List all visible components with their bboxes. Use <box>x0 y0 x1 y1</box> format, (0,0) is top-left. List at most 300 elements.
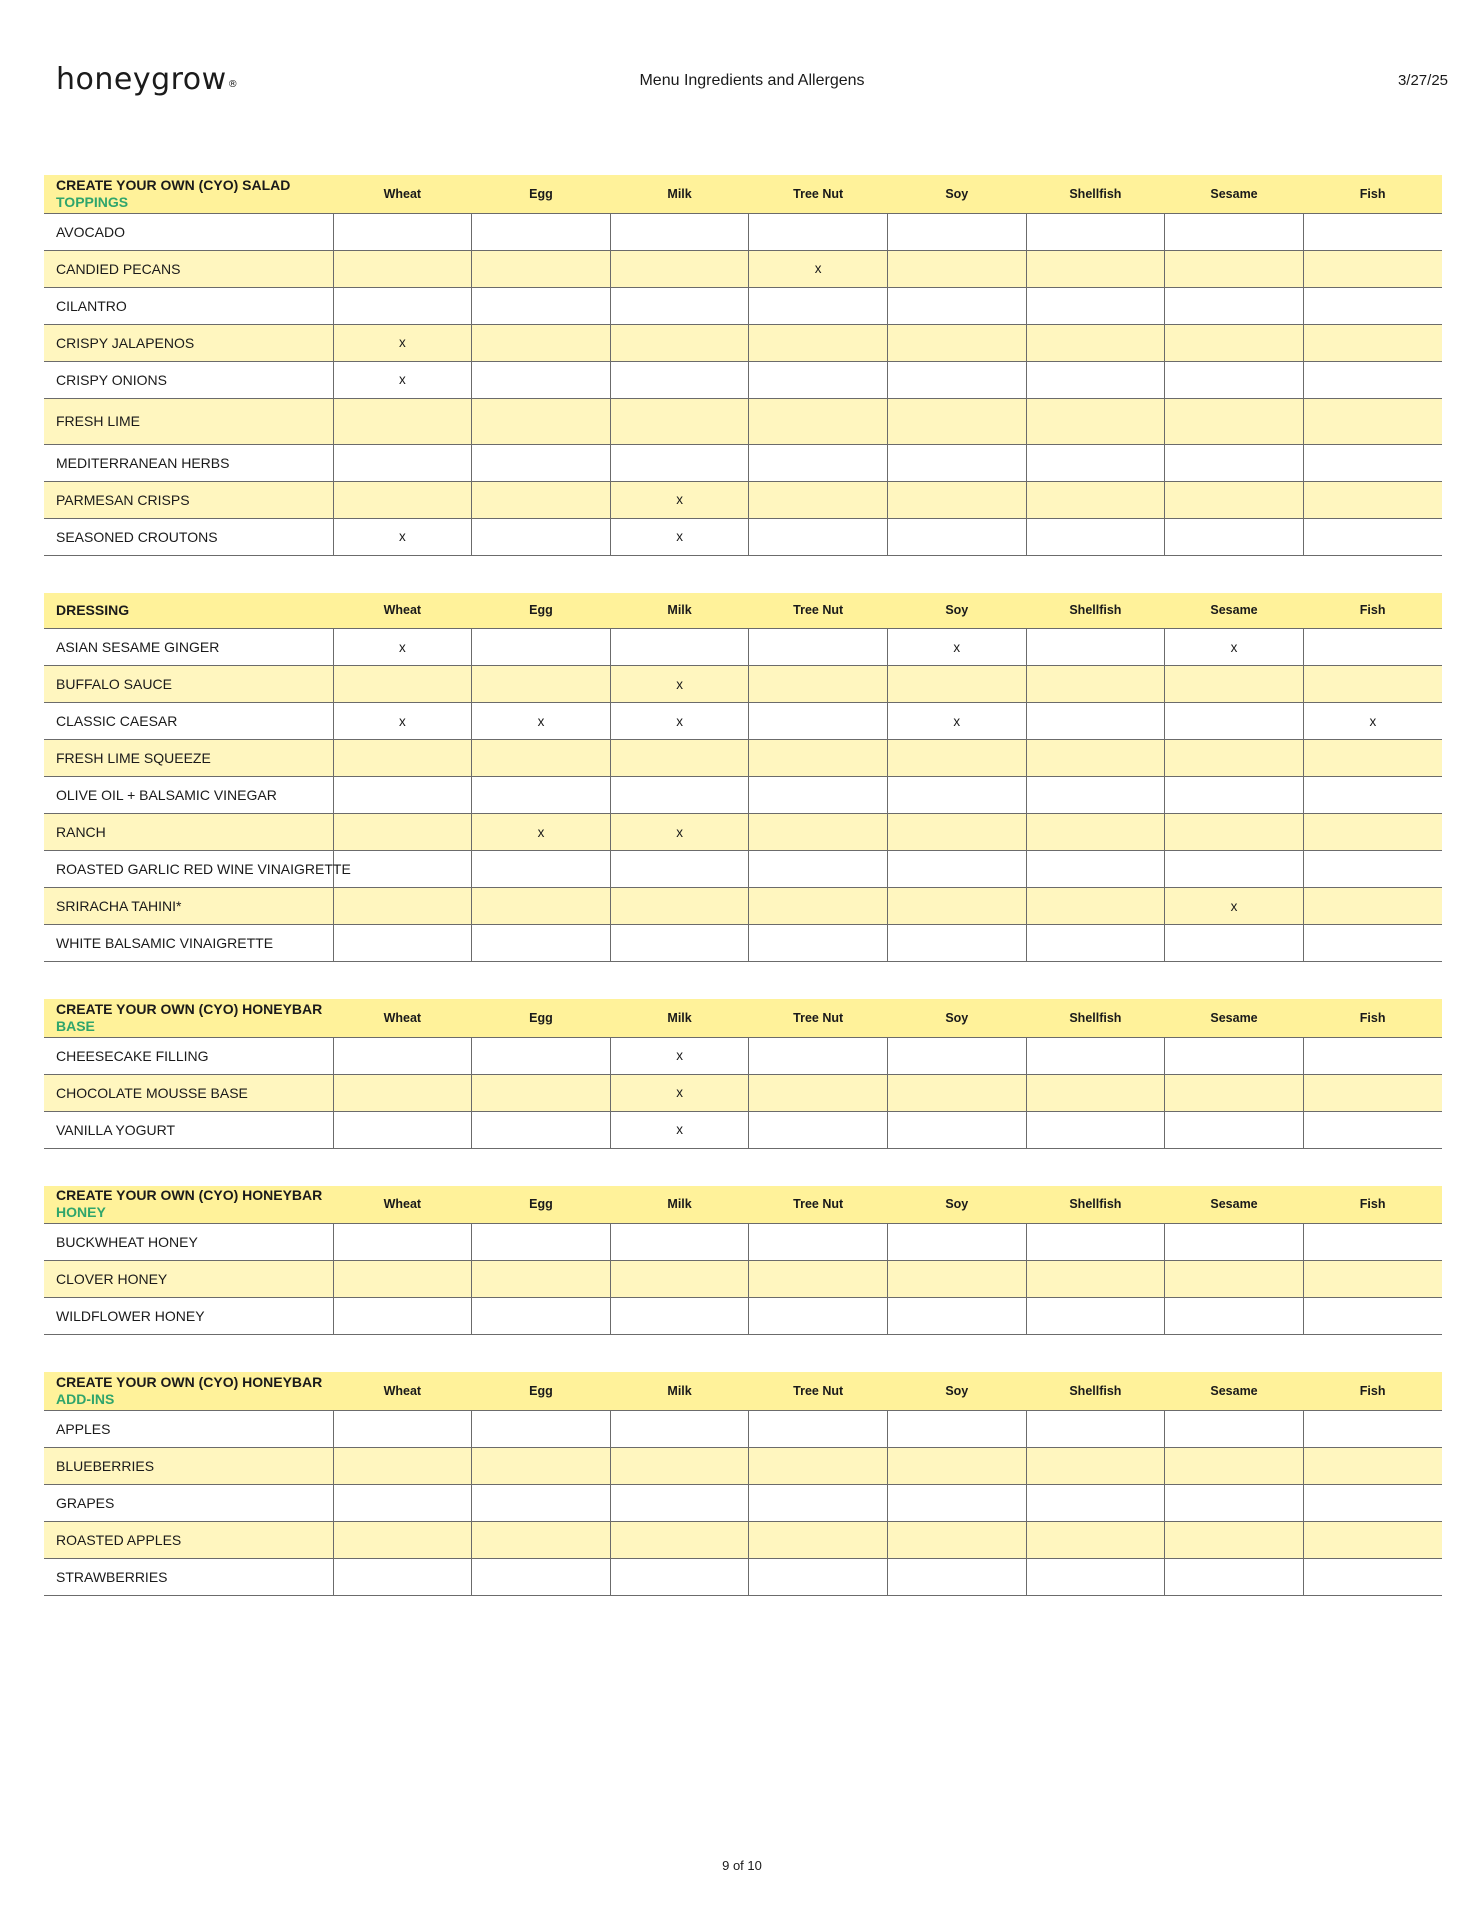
allergen-tables <box>44 175 1442 1633</box>
allergen-column-header: Milk <box>667 1197 692 1212</box>
allergen-cell <box>333 213 472 250</box>
allergen-cell <box>1165 1410 1304 1447</box>
allergen-column-header: Sesame <box>1210 1197 1258 1212</box>
allergen-cell <box>1026 1558 1165 1595</box>
allergen-cell <box>1165 398 1304 444</box>
allergen-column-header: Milk <box>667 186 692 201</box>
allergen-cell <box>333 851 472 888</box>
allergen-cell <box>749 1074 888 1111</box>
allergen-mark: x <box>398 529 406 544</box>
menu-item-name: FRESH LIME <box>44 398 333 444</box>
allergen-cell <box>333 1298 472 1335</box>
allergen-column-header: Soy <box>945 1197 969 1212</box>
allergen-cell <box>333 666 472 703</box>
allergen-column-header: Sesame <box>1210 1383 1258 1398</box>
table-row <box>44 1224 1442 1261</box>
allergen-cell <box>1165 361 1304 398</box>
allergen-mark: x <box>676 1048 683 1063</box>
allergen-table <box>44 593 1442 963</box>
menu-item-name: WHITE BALSAMIC VINAIGRETTE <box>44 925 333 962</box>
allergen-cell <box>1303 213 1442 250</box>
table-row <box>44 1261 1442 1298</box>
allergen-cell <box>610 1261 749 1298</box>
allergen-cell <box>1165 481 1304 518</box>
allergen-mark: x <box>676 824 683 840</box>
allergen-cell <box>1026 481 1165 518</box>
menu-item-name: OLIVE OIL + BALSAMIC VINEGAR <box>44 777 333 814</box>
allergen-cell <box>472 518 611 555</box>
allergen-table <box>44 175 1442 556</box>
allergen-column-header: Sesame <box>1210 186 1258 201</box>
allergen-cell <box>1165 1074 1304 1111</box>
menu-item-name: BUCKWHEAT HONEY <box>44 1224 333 1261</box>
allergen-cell <box>749 361 888 398</box>
allergen-cell <box>1165 1447 1304 1484</box>
menu-item-name: MEDITERRANEAN HERBS <box>44 444 333 481</box>
menu-item-name: SEASONED CROUTONS <box>44 518 333 555</box>
allergen-cell <box>1165 1261 1304 1298</box>
table-row <box>44 925 1442 962</box>
allergen-column-header: Fish <box>1359 1197 1386 1212</box>
allergen-cell <box>1165 1558 1304 1595</box>
allergen-cell <box>887 703 1026 740</box>
menu-item-name: WILDFLOWER HONEY <box>44 1298 333 1335</box>
allergen-cell <box>749 703 888 740</box>
allergen-cell <box>1303 1111 1442 1148</box>
allergen-mark: x <box>398 335 406 350</box>
allergen-cell <box>1303 1224 1442 1261</box>
allergen-cell <box>1026 777 1165 814</box>
table-row <box>44 1410 1442 1447</box>
allergen-cell <box>749 287 888 324</box>
allergen-cell <box>1026 666 1165 703</box>
allergen-cell <box>749 213 888 250</box>
menu-item-name: ROASTED GARLIC RED WINE VINAIGRETTE <box>44 851 333 888</box>
allergen-cell <box>887 629 1026 666</box>
allergen-mark: x <box>676 713 683 729</box>
allergen-cell <box>333 1447 472 1484</box>
allergen-cell <box>472 398 611 444</box>
allergen-cell <box>1026 703 1165 740</box>
allergen-cell <box>1303 1037 1442 1074</box>
allergen-cell <box>333 814 472 851</box>
allergen-cell <box>333 361 472 398</box>
menu-item-name: PARMESAN CRISPS <box>44 481 333 518</box>
allergen-cell <box>472 444 611 481</box>
allergen-cell <box>1303 1410 1442 1447</box>
allergen-cell <box>1026 1298 1165 1335</box>
allergen-cell <box>333 1074 472 1111</box>
allergen-cell <box>1303 1558 1442 1595</box>
honeygrow-logo: honeygrow® <box>56 62 239 97</box>
allergen-cell <box>1165 703 1304 740</box>
allergen-cell <box>749 1447 888 1484</box>
allergen-cell <box>1303 777 1442 814</box>
allergen-cell <box>887 777 1026 814</box>
section-title: DRESSING <box>56 601 130 618</box>
menu-item-name: GRAPES <box>44 1484 333 1521</box>
allergen-cell <box>1303 398 1442 444</box>
allergen-cell <box>1165 1484 1304 1521</box>
allergen-cell <box>333 518 472 555</box>
allergen-cell <box>1303 666 1442 703</box>
allergen-cell <box>1165 213 1304 250</box>
allergen-cell <box>472 1484 611 1521</box>
allergen-cell <box>749 925 888 962</box>
table-row <box>44 703 1442 740</box>
allergen-cell <box>610 1037 749 1074</box>
allergen-table <box>44 1372 1442 1596</box>
allergen-column-header: Tree Nut <box>793 1010 844 1025</box>
table-row <box>44 213 1442 250</box>
allergen-cell <box>610 1558 749 1595</box>
table-row <box>44 777 1442 814</box>
menu-item-name: VANILLA YOGURT <box>44 1111 333 1148</box>
allergen-cell <box>887 666 1026 703</box>
allergen-column-header: Milk <box>667 1383 692 1398</box>
allergen-cell <box>749 1484 888 1521</box>
allergen-cell <box>1303 1074 1442 1111</box>
allergen-cell <box>1165 1111 1304 1148</box>
allergen-cell <box>887 250 1026 287</box>
allergen-column-header: Shellfish <box>1069 186 1122 201</box>
table-row <box>44 444 1442 481</box>
table-row <box>44 629 1442 666</box>
allergen-cell <box>472 629 611 666</box>
allergen-cell <box>610 1484 749 1521</box>
allergen-cell <box>472 1111 611 1148</box>
allergen-cell <box>1026 1484 1165 1521</box>
allergen-cell <box>1026 1447 1165 1484</box>
menu-item-name: STRAWBERRIES <box>44 1558 333 1595</box>
allergen-cell <box>1303 1298 1442 1335</box>
allergen-cell <box>887 740 1026 777</box>
allergen-column-header: Milk <box>667 603 692 618</box>
table-row <box>44 1521 1442 1558</box>
allergen-cell <box>1026 1111 1165 1148</box>
allergen-cell <box>1303 925 1442 962</box>
allergen-cell <box>1165 666 1304 703</box>
table-row <box>44 1111 1442 1148</box>
allergen-cell <box>887 1111 1026 1148</box>
menu-item-name: CANDIED PECANS <box>44 250 333 287</box>
allergen-cell <box>333 1037 472 1074</box>
allergen-cell <box>1165 629 1304 666</box>
allergen-cell <box>610 250 749 287</box>
allergen-cell <box>610 213 749 250</box>
allergen-cell <box>749 481 888 518</box>
allergen-cell <box>749 851 888 888</box>
allergen-cell <box>887 1037 1026 1074</box>
allergen-cell <box>610 324 749 361</box>
menu-item-name: CLASSIC CAESAR <box>44 703 333 740</box>
allergen-mark: x <box>676 676 683 692</box>
allergen-mark: x <box>537 824 545 840</box>
table-row <box>44 518 1442 555</box>
allergen-cell <box>472 1447 611 1484</box>
allergen-cell <box>472 814 611 851</box>
section-subtitle: HONEY <box>56 1204 106 1221</box>
allergen-cell <box>1026 361 1165 398</box>
allergen-cell <box>472 703 611 740</box>
allergen-cell <box>333 1484 472 1521</box>
allergen-mark: x <box>953 713 961 729</box>
allergen-mark: x <box>814 261 822 276</box>
allergen-column-header: Tree Nut <box>793 186 844 201</box>
allergen-column-header: Shellfish <box>1069 603 1122 618</box>
allergen-cell <box>887 1224 1026 1261</box>
allergen-cell <box>1026 213 1165 250</box>
allergen-cell <box>887 287 1026 324</box>
menu-item-name: SRIRACHA TAHINI* <box>44 888 333 925</box>
allergen-cell <box>1303 287 1442 324</box>
allergen-mark: x <box>537 713 545 729</box>
allergen-column-header: Fish <box>1359 603 1386 618</box>
allergen-column-header: Fish <box>1359 1010 1386 1025</box>
allergen-cell <box>749 1410 888 1447</box>
allergen-cell <box>1026 250 1165 287</box>
allergen-cell <box>472 1224 611 1261</box>
allergen-cell <box>1303 740 1442 777</box>
allergen-cell <box>1026 398 1165 444</box>
menu-item-name: BUFFALO SAUCE <box>44 666 333 703</box>
allergen-cell <box>749 777 888 814</box>
allergen-mark: x <box>398 639 406 655</box>
section-subtitle: TOPPINGS <box>56 193 129 210</box>
page-header <box>56 62 1448 102</box>
allergen-cell <box>610 518 749 555</box>
allergen-cell <box>887 481 1026 518</box>
allergen-cell <box>749 666 888 703</box>
allergen-cell <box>333 629 472 666</box>
table-row <box>44 287 1442 324</box>
allergen-column-header: Wheat <box>383 1010 422 1025</box>
allergen-cell <box>1303 250 1442 287</box>
allergen-cell <box>1303 444 1442 481</box>
registered-mark: ® <box>227 79 239 90</box>
allergen-column-header: Wheat <box>383 603 422 618</box>
table-row <box>44 740 1442 777</box>
table-row <box>44 666 1442 703</box>
menu-item-name: CHOCOLATE MOUSSE BASE <box>44 1074 333 1111</box>
menu-item-name: BLUEBERRIES <box>44 1447 333 1484</box>
allergen-cell <box>333 1261 472 1298</box>
allergen-cell <box>333 740 472 777</box>
allergen-cell <box>887 398 1026 444</box>
allergen-cell <box>749 518 888 555</box>
allergen-mark: x <box>676 529 683 544</box>
table-row <box>44 1298 1442 1335</box>
allergen-column-header: Egg <box>529 603 553 618</box>
allergen-cell <box>1165 777 1304 814</box>
allergen-cell <box>1165 851 1304 888</box>
allergen-cell <box>472 1298 611 1335</box>
allergen-cell <box>1026 1261 1165 1298</box>
allergen-column-header: Tree Nut <box>793 1197 844 1212</box>
allergen-cell <box>887 1298 1026 1335</box>
allergen-cell <box>610 814 749 851</box>
table-row <box>44 398 1442 444</box>
allergen-cell <box>1303 1261 1442 1298</box>
table-row <box>44 324 1442 361</box>
allergen-cell <box>749 1111 888 1148</box>
allergen-cell <box>472 1261 611 1298</box>
allergen-cell <box>887 324 1026 361</box>
table-row <box>44 481 1442 518</box>
allergen-cell <box>749 629 888 666</box>
allergen-table <box>44 999 1442 1149</box>
allergen-cell <box>333 444 472 481</box>
allergen-cell <box>610 287 749 324</box>
section-subtitle: ADD-INS <box>56 1390 115 1407</box>
allergen-column-header: Shellfish <box>1069 1383 1122 1398</box>
document-date: 3/27/25 <box>1397 72 1448 89</box>
allergen-cell <box>472 287 611 324</box>
allergen-cell <box>1303 629 1442 666</box>
allergen-cell <box>1165 324 1304 361</box>
allergen-mark: x <box>1230 639 1238 655</box>
allergen-cell <box>1026 1521 1165 1558</box>
allergen-cell <box>887 1447 1026 1484</box>
allergen-cell <box>610 361 749 398</box>
menu-item-name: AVOCADO <box>44 213 333 250</box>
allergen-cell <box>749 1037 888 1074</box>
allergen-column-header: Soy <box>945 603 969 618</box>
allergen-mark: x <box>398 372 406 387</box>
allergen-cell <box>472 361 611 398</box>
allergen-cell <box>1165 888 1304 925</box>
allergen-cell <box>1303 481 1442 518</box>
allergen-cell <box>472 1037 611 1074</box>
allergen-cell <box>610 888 749 925</box>
allergen-column-header: Egg <box>529 1383 553 1398</box>
allergen-cell <box>333 324 472 361</box>
allergen-cell <box>1165 1521 1304 1558</box>
allergen-cell <box>333 481 472 518</box>
allergen-cell <box>333 398 472 444</box>
allergen-cell <box>610 1074 749 1111</box>
allergen-cell <box>887 213 1026 250</box>
allergen-cell <box>610 1111 749 1148</box>
allergen-cell <box>1026 740 1165 777</box>
table-row <box>44 1558 1442 1595</box>
allergen-cell <box>1303 361 1442 398</box>
allergen-mark: x <box>676 492 683 507</box>
allergen-mark: x <box>676 1122 683 1137</box>
allergen-cell <box>749 888 888 925</box>
allergen-cell <box>887 1074 1026 1111</box>
allergen-cell <box>610 1521 749 1558</box>
allergen-cell <box>333 888 472 925</box>
allergen-cell <box>333 925 472 962</box>
menu-item-name: CRISPY JALAPENOS <box>44 324 333 361</box>
allergen-cell <box>1026 814 1165 851</box>
allergen-cell <box>333 1224 472 1261</box>
allergen-column-header: Shellfish <box>1069 1010 1122 1025</box>
allergen-cell <box>333 1410 472 1447</box>
menu-item-name: FRESH LIME SQUEEZE <box>44 740 333 777</box>
allergen-cell <box>1026 324 1165 361</box>
allergen-cell <box>1165 1037 1304 1074</box>
allergen-cell <box>472 1074 611 1111</box>
allergen-cell <box>610 1410 749 1447</box>
table-row <box>44 250 1442 287</box>
allergen-cell <box>749 1558 888 1595</box>
allergen-cell <box>1026 1037 1165 1074</box>
allergen-cell <box>472 1558 611 1595</box>
allergen-cell <box>1026 851 1165 888</box>
allergen-cell <box>887 444 1026 481</box>
menu-item-name: CLOVER HONEY <box>44 1261 333 1298</box>
allergen-cell <box>749 1261 888 1298</box>
allergen-cell <box>610 1298 749 1335</box>
allergen-cell <box>887 1410 1026 1447</box>
allergen-cell <box>1303 888 1442 925</box>
allergen-cell <box>1303 1484 1442 1521</box>
section-title: CREATE YOUR OWN (CYO) HONEYBAR <box>56 1000 323 1017</box>
allergen-cell <box>887 1521 1026 1558</box>
allergen-cell <box>1026 287 1165 324</box>
allergen-column-header: Fish <box>1359 186 1386 201</box>
menu-item-name: APPLES <box>44 1410 333 1447</box>
allergen-cell <box>472 481 611 518</box>
allergen-cell <box>887 925 1026 962</box>
allergen-cell <box>1026 925 1165 962</box>
allergen-cell <box>1165 925 1304 962</box>
section-title: CREATE YOUR OWN (CYO) HONEYBAR <box>56 1373 323 1390</box>
allergen-mark: x <box>953 639 961 655</box>
allergen-cell <box>610 481 749 518</box>
table-row <box>44 888 1442 925</box>
allergen-cell <box>749 1521 888 1558</box>
allergen-cell <box>472 740 611 777</box>
allergen-cell <box>887 1261 1026 1298</box>
allergen-mark: x <box>398 713 406 729</box>
allergen-cell <box>1303 851 1442 888</box>
allergen-cell <box>1026 629 1165 666</box>
allergen-column-header: Shellfish <box>1069 1197 1122 1212</box>
allergen-column-header: Tree Nut <box>793 603 844 618</box>
allergen-cell <box>610 925 749 962</box>
allergen-cell <box>1026 888 1165 925</box>
allergen-cell <box>472 213 611 250</box>
allergen-cell <box>472 888 611 925</box>
allergen-cell <box>1026 444 1165 481</box>
allergen-cell <box>610 444 749 481</box>
allergen-cell <box>1165 740 1304 777</box>
menu-item-name: CRISPY ONIONS <box>44 361 333 398</box>
menu-item-name: RANCH <box>44 814 333 851</box>
allergen-cell <box>472 1521 611 1558</box>
allergen-column-header: Egg <box>529 1010 553 1025</box>
allergen-cell <box>610 1447 749 1484</box>
allergen-column-header: Sesame <box>1210 1010 1258 1025</box>
allergen-cell <box>887 1484 1026 1521</box>
menu-item-name: CILANTRO <box>44 287 333 324</box>
allergen-cell <box>887 361 1026 398</box>
menu-item-name: ASIAN SESAME GINGER <box>44 629 333 666</box>
allergen-cell <box>749 814 888 851</box>
section-heading <box>44 175 333 213</box>
allergen-cell <box>610 777 749 814</box>
allergen-cell <box>610 703 749 740</box>
allergen-cell <box>610 398 749 444</box>
allergen-column-header: Milk <box>667 1010 692 1025</box>
allergen-cell <box>472 777 611 814</box>
allergen-cell <box>749 250 888 287</box>
allergen-column-header: Soy <box>945 1010 969 1025</box>
allergen-cell <box>333 287 472 324</box>
